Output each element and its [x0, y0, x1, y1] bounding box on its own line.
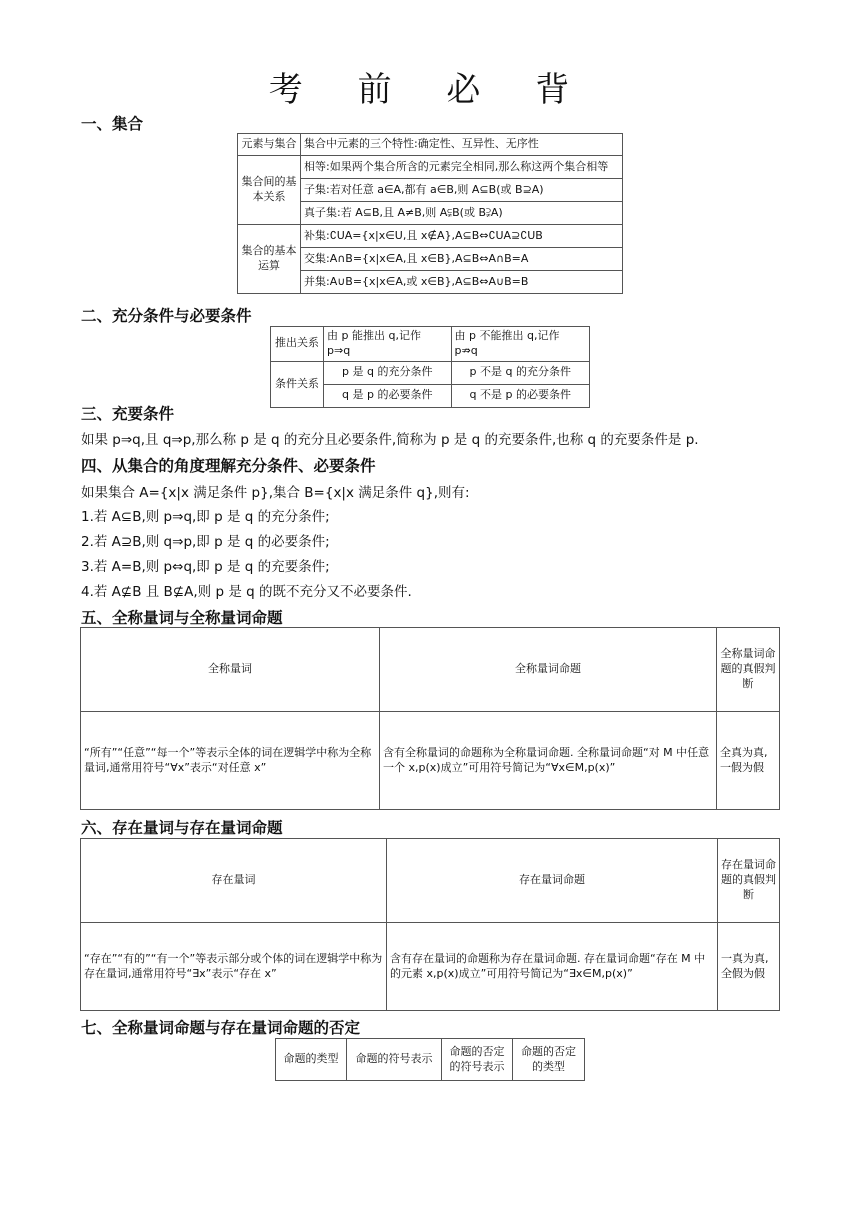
cell: 由 p 不能推出 q,记作 p⇏q: [451, 327, 590, 362]
cell: p 不是 q 的充分条件: [451, 361, 590, 384]
universal-table: [80, 627, 780, 810]
cell: 集合中元素的三个特性:确定性、互异性、无序性: [301, 134, 623, 156]
cell: p 是 q 的充分条件: [324, 361, 452, 384]
cell: 存在量词命题: [387, 839, 718, 923]
cell: q 不是 p 的必要条件: [451, 384, 590, 407]
cell: 元素与集合: [238, 134, 301, 156]
cell: 由 p 能推出 q,记作 p⇒q: [324, 327, 452, 362]
section-5-heading: 五、全称量词与全称量词命题: [81, 609, 283, 627]
cell: 真子集:若 A⊆B,且 A≠B,则 A⫋B(或 B⫌A): [301, 202, 623, 225]
page-title: 考 前 必 背: [268, 70, 592, 110]
list-item: 2.若 A⊇B,则 q⇒p,即 p 是 q 的必要条件;: [81, 534, 330, 550]
cell: 含有全称量词的命题称为全称量词命题. 全称量词命题“对 M 中任意一个 x,p(x)成立”可用符号简记为“∀x∈M,p(x)”: [380, 712, 717, 810]
list-item: 4.若 A⊈B 且 B⊈A,则 p 是 q 的既不充分又不必要条件.: [81, 584, 412, 600]
cell: 命题的否定的符号表示: [442, 1039, 513, 1081]
cell: 含有存在量词的命题称为存在量词命题. 存在量词命题“存在 M 中的元素 x,p(x)成立”可用符号简记为“∃x∈M,p(x)”: [387, 923, 718, 1011]
cell: q 是 p 的必要条件: [324, 384, 452, 407]
section-2-heading: 二、充分条件与必要条件: [81, 307, 252, 325]
cell: 补集:∁UA={x|x∈U,且 x∉A},A⊆B⇔∁UA⊇∁UB: [301, 225, 623, 248]
cell: “存在”“有的”“有一个”等表示部分或个体的词在逻辑学中称为存在量词,通常用符号“∃x”表示“存在 x”: [81, 923, 387, 1011]
cell: 存在量词: [81, 839, 387, 923]
cell: 并集:A∪B={x|x∈A,或 x∈B},A⊆B⇔A∪B=B: [301, 271, 623, 294]
section-3-text: 如果 p⇒q,且 q⇒p,那么称 p 是 q 的充分且必要条件,简称为 p 是 q 的充要条件,也称 q 的充要条件是 p.: [81, 432, 699, 448]
existential-table: [80, 838, 780, 1011]
cell: 集合的基本运算: [238, 225, 301, 294]
cell: 全称量词命题的真假判断: [717, 628, 780, 712]
section-1-heading: 一、集合: [81, 115, 144, 133]
set-table: [237, 133, 623, 294]
list-item: 3.若 A=B,则 p⇔q,即 p 是 q 的充要条件;: [81, 559, 330, 575]
cell: 条件关系: [271, 361, 324, 407]
cell: 命题的类型: [276, 1039, 347, 1081]
cell: 交集:A∩B={x|x∈A,且 x∈B},A⊆B⇔A∩B=A: [301, 248, 623, 271]
list-item: 1.若 A⊆B,则 p⇒q,即 p 是 q 的充分条件;: [81, 509, 330, 525]
section-4-intro: 如果集合 A={x|x 满足条件 p},集合 B={x|x 满足条件 q},则有:: [81, 485, 470, 501]
cell: “所有”“任意”“每一个”等表示全体的词在逻辑学中称为全称量词,通常用符号“∀x”表示“对任意 x”: [81, 712, 380, 810]
section-7-heading: 七、全称量词命题与存在量词命题的否定: [81, 1019, 361, 1037]
negation-table: [275, 1038, 585, 1081]
cell: 全称量词: [81, 628, 380, 712]
cell: 全称量词命题: [380, 628, 717, 712]
cell: 相等:如果两个集合所含的元素完全相同,那么称这两个集合相等: [301, 156, 623, 179]
condition-table: [270, 326, 590, 408]
cell: 命题的符号表示: [347, 1039, 442, 1081]
cell: 命题的否定的类型: [513, 1039, 585, 1081]
section-4-heading: 四、从集合的角度理解充分条件、必要条件: [81, 457, 376, 475]
cell: 集合间的基本关系: [238, 156, 301, 225]
cell: 一真为真,全假为假: [718, 923, 780, 1011]
cell: 全真为真,一假为假: [717, 712, 780, 810]
section-6-heading: 六、存在量词与存在量词命题: [81, 819, 283, 837]
cell: 推出关系: [271, 327, 324, 362]
cell: 存在量词命题的真假判断: [718, 839, 780, 923]
cell: 子集:若对任意 a∈A,都有 a∈B,则 A⊆B(或 B⊇A): [301, 179, 623, 202]
section-3-heading: 三、充要条件: [81, 405, 175, 423]
